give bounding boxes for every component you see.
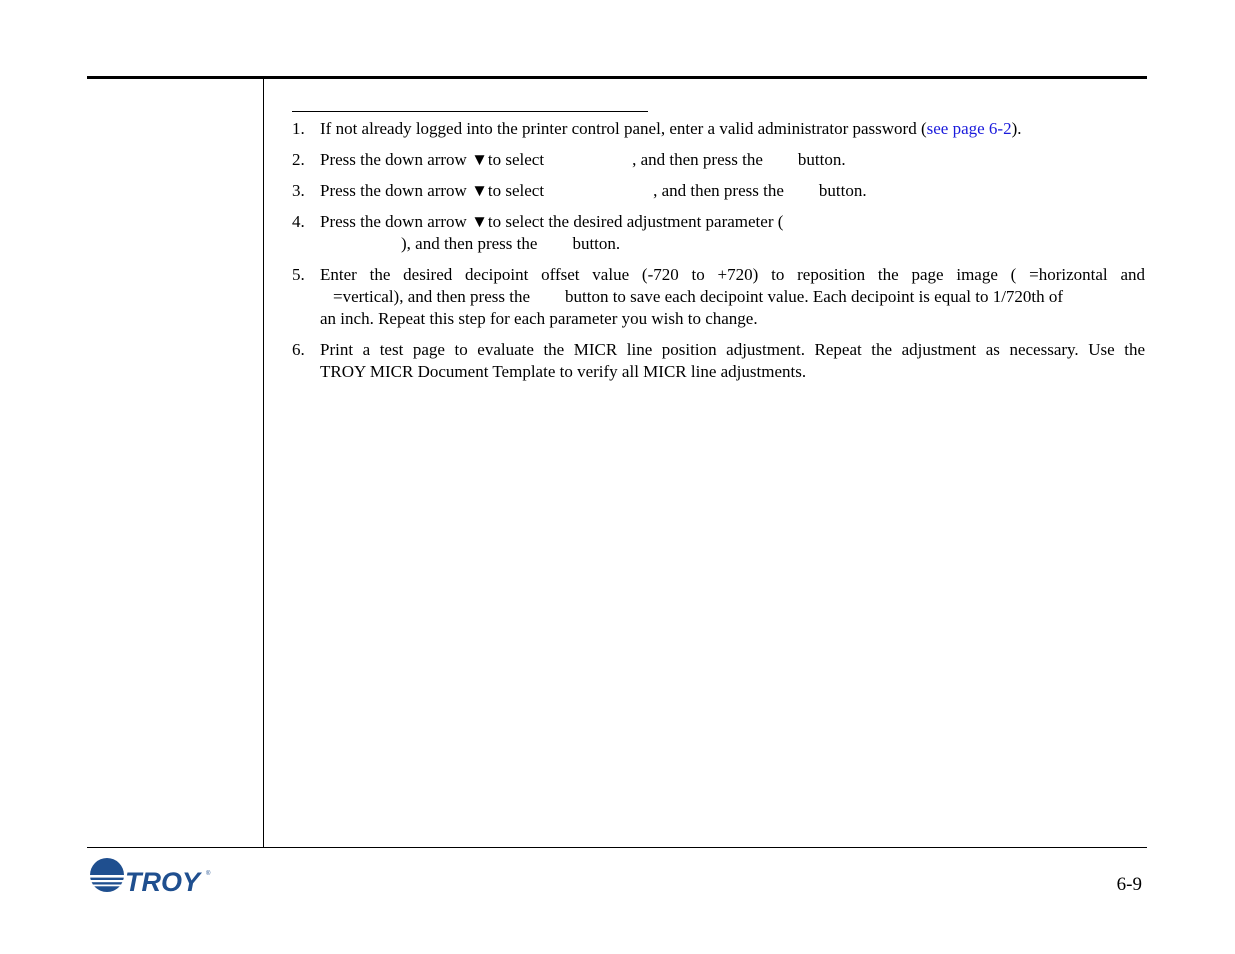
step-number: 2.	[292, 150, 305, 169]
step-5	[292, 264, 1145, 330]
step-text: Press the down arrow ▼to select , and then press the button.	[320, 150, 846, 169]
step-text: Press the down arrow ▼to select , and then press the button.	[320, 181, 867, 200]
step-text-line-1: Enter the desired decipoint offset value (-720 to +720) to reposition the page image ( =horizontal and	[320, 265, 1145, 284]
troy-logo-icon	[89, 856, 214, 896]
step-number: 4.	[292, 212, 305, 231]
step-text-line-1: Press the down arrow ▼to select the desired adjustment parameter (	[320, 212, 784, 231]
svg-text:TROY: TROY	[125, 867, 201, 896]
step-6	[292, 339, 1145, 383]
step-text-line-2: ), and then press the button.	[401, 234, 621, 253]
see-page-link[interactable]: see page 6-2	[926, 119, 1012, 138]
svg-text:®: ®	[206, 871, 211, 877]
step-1	[292, 118, 1145, 140]
step-number: 3.	[292, 181, 305, 200]
step-text-line-2: TROY MICR Document Template to verify all MICR line adjustments.	[320, 362, 807, 381]
step-number: 5.	[292, 265, 305, 284]
step-2	[292, 149, 1145, 171]
footer-rule	[87, 847, 1147, 848]
step-text-line-3: an inch. Repeat this step for each parameter you wish to change.	[320, 309, 758, 328]
step-number: 1.	[292, 119, 305, 138]
section-heading-underline	[292, 111, 648, 112]
step-text: If not already logged into the printer control panel, enter a valid administrator password (see page 6-2).	[320, 119, 1022, 138]
step-number: 6.	[292, 340, 305, 359]
step-4	[292, 211, 1145, 255]
margin-column-rule	[263, 79, 264, 847]
header-rule	[87, 76, 1147, 79]
step-3	[292, 180, 1145, 202]
procedure-steps	[292, 118, 1145, 392]
step-text-line-1: Print a test page to evaluate the MICR line position adjustment. Repeat the adjustment as necessary. Use the	[320, 340, 1145, 359]
page-number: 6-9	[1116, 874, 1142, 895]
step-text-line-2: =vertical), and then press the button to save each decipoint value. Each decipoint is equal to 1/720th of	[333, 287, 1064, 306]
